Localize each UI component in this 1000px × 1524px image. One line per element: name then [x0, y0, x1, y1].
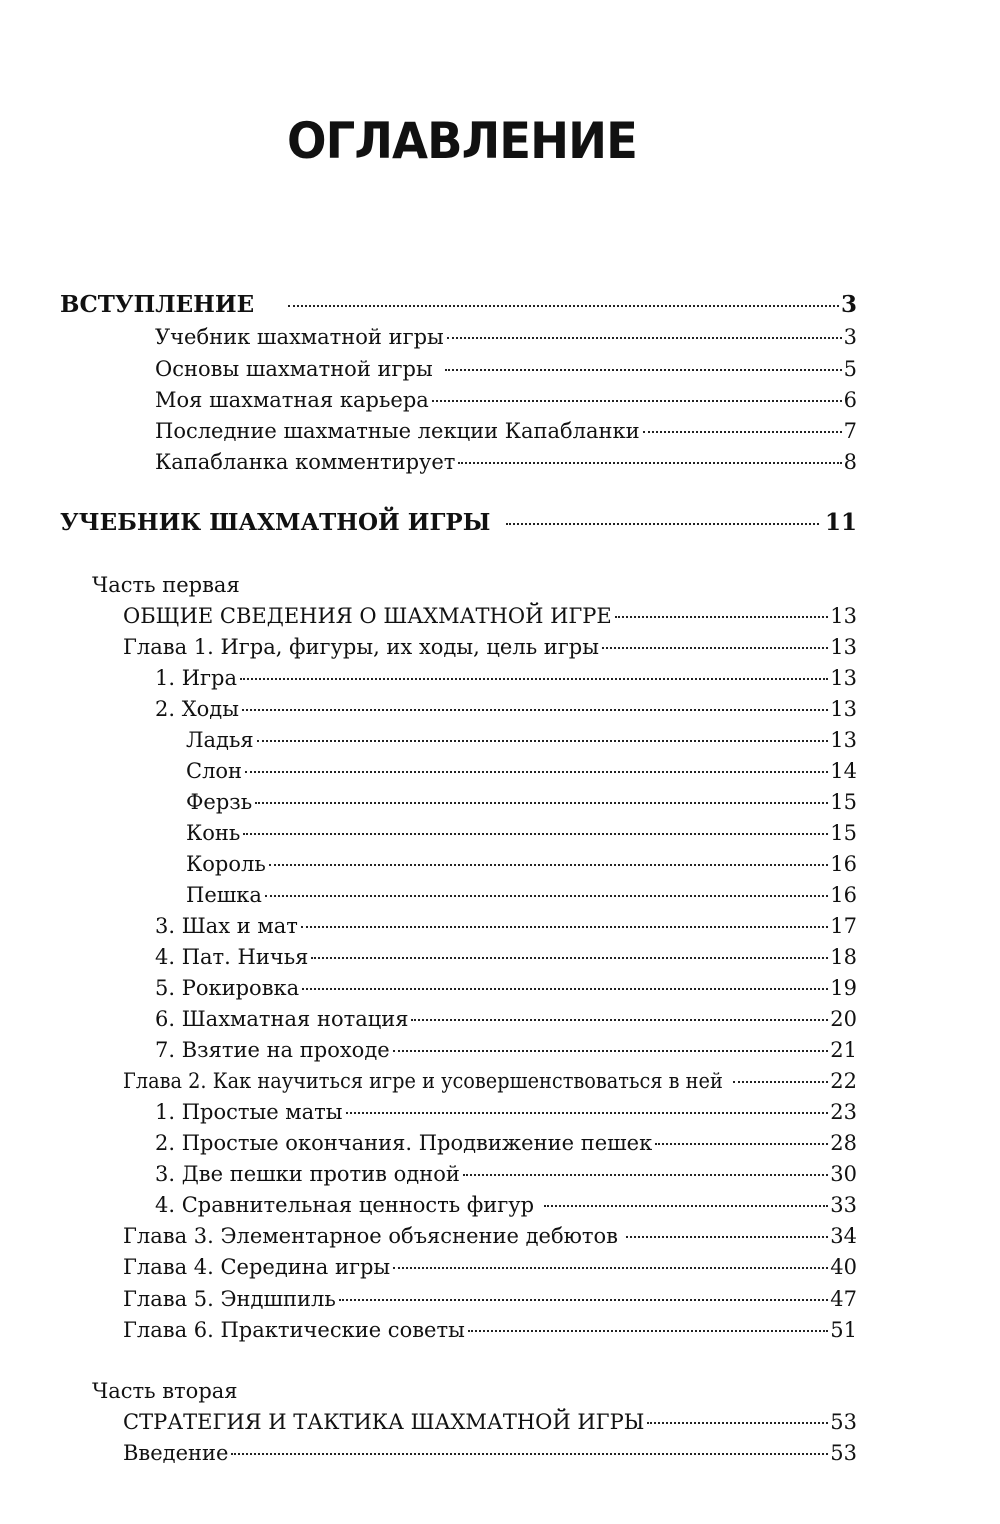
toc-entry [155, 694, 857, 724]
toc-entry [186, 880, 857, 910]
toc-entry-chapter [123, 1252, 857, 1282]
toc-entry-text: 3. Шах и мат [155, 914, 298, 938]
toc-entry [186, 756, 857, 786]
toc-entry-text: Глава 1. Игра, фигуры, их ходы, цель игры [123, 635, 599, 659]
toc-entry-chapter [123, 632, 857, 662]
toc-entry-page: 15 [830, 821, 857, 845]
toc-entry-page: 17 [830, 914, 857, 938]
toc-entry-page: 13 [830, 635, 857, 659]
toc-entry-page: 40 [830, 1255, 857, 1279]
toc-entry-chapter [123, 1066, 857, 1096]
toc-entry-chapter [123, 1221, 857, 1251]
toc-entry-page: 11 [824, 509, 857, 536]
toc-entry-page: 30 [830, 1162, 857, 1186]
toc-entry [155, 1190, 857, 1220]
toc-entry-text: УЧЕБНИК ШАХМАТНОЙ ИГРЫ [60, 509, 491, 536]
toc-entry-text: Король [186, 852, 266, 876]
toc-entry-page: 16 [830, 852, 857, 876]
toc-entry-page: 5 [843, 357, 857, 381]
toc-entry-text: 4. Пат. Ничья [155, 945, 309, 969]
toc-entry [155, 1128, 857, 1158]
toc-entry-page: 13 [830, 666, 857, 690]
toc-entry-page: 7 [843, 419, 857, 443]
toc-entry-page: 22 [830, 1069, 857, 1093]
toc-entry [155, 1097, 857, 1127]
toc-entry-page: 3 [840, 291, 857, 318]
toc-entry-text: 5. Рокировка [155, 976, 300, 1000]
toc-entry [155, 942, 857, 972]
toc-entry-page: 51 [830, 1318, 857, 1342]
toc-entry-page: 3 [843, 325, 857, 349]
toc-entry-text: 6. Шахматная нотация [155, 1007, 409, 1031]
toc-entry [186, 787, 857, 817]
toc-entry-text: 4. Сравнительная ценность фигур [155, 1193, 535, 1217]
toc-entry [155, 354, 857, 384]
toc-entry-page: 13 [830, 728, 857, 752]
toc-entry-text: 1. Простые маты [155, 1100, 343, 1124]
toc-entry-text: Конь [186, 821, 241, 845]
toc-entry [123, 1438, 857, 1468]
toc-entry-text: Последние шахматные лекции Капабланки [155, 419, 640, 443]
toc-entry-chapter [123, 1284, 857, 1314]
toc-entry [155, 416, 857, 446]
toc-entry-text: Ферзь [186, 790, 253, 814]
part-label-second: Часть вторая [92, 1379, 238, 1403]
toc-entry [155, 911, 857, 941]
toc-entry-page: 14 [830, 759, 857, 783]
toc-entry-text: Моя шахматная карьера [155, 388, 429, 412]
toc-entry-chapter [123, 1315, 857, 1345]
toc-entry-page: 20 [830, 1007, 857, 1031]
toc-entry-introduction [60, 290, 857, 320]
toc-entry-page: 18 [830, 945, 857, 969]
toc-entry [155, 1004, 857, 1034]
toc-entry [155, 663, 857, 693]
toc-entry-page: 53 [830, 1441, 857, 1465]
toc-entry-chess-textbook [60, 508, 857, 538]
toc-entry-page: 6 [843, 388, 857, 412]
toc-entry [186, 725, 857, 755]
page-title: ОГЛАВЛЕНИЕ [287, 112, 637, 170]
toc-entry-page: 23 [830, 1100, 857, 1124]
toc-entry-text: СТРАТЕГИЯ И ТАКТИКА ШАХМАТНОЙ ИГРЫ [123, 1410, 645, 1434]
toc-entry-text: Глава 3. Элементарное объяснение дебютов [123, 1224, 618, 1248]
toc-entry-text: 3. Две пешки против одной [155, 1162, 460, 1186]
toc-entry-text: 7. Взятие на проходе [155, 1038, 390, 1062]
toc-entry-text: Капабланка комментирует [155, 450, 456, 474]
toc-entry [186, 849, 857, 879]
toc-entry [155, 1159, 857, 1189]
toc-entry-page: 13 [830, 697, 857, 721]
toc-entry-section [123, 601, 857, 631]
toc-entry-text: Глава 5. Эндшпиль [123, 1287, 336, 1311]
toc-entry [186, 818, 857, 848]
toc-entry [155, 1035, 857, 1065]
part-label-first: Часть первая [92, 573, 240, 597]
toc-entry-text: ОБЩИЕ СВЕДЕНИЯ О ШАХМАТНОЙ ИГРЕ [123, 604, 612, 628]
toc-entry-text: Пешка [186, 883, 262, 907]
toc-entry-section [123, 1407, 857, 1437]
toc-entry-text: 1. Игра [155, 666, 237, 690]
toc-entry-page: 34 [830, 1224, 857, 1248]
toc-entry-page: 47 [830, 1287, 857, 1311]
toc-entry-text: Слон [186, 759, 243, 783]
toc-entry [155, 973, 857, 1003]
toc-entry-text: ВСТУПЛЕНИЕ [60, 291, 255, 318]
toc-entry-page: 28 [830, 1131, 857, 1155]
toc-entry-page: 53 [830, 1410, 857, 1434]
toc-entry-text: 2. Ходы [155, 697, 239, 721]
toc-entry-page: 8 [843, 450, 857, 474]
toc-entry-text: Глава 4. Середина игры [123, 1255, 391, 1279]
toc-entry-page: 19 [830, 976, 857, 1000]
toc-entry-text: Глава 6. Практические советы [123, 1318, 465, 1342]
toc-entry-text: Глава 2. Как научиться игре и усовершенствоваться в ней [123, 1069, 723, 1093]
toc-entry-text: 2. Простые окончания. Продвижение пешек [155, 1131, 653, 1155]
toc-entry [155, 447, 857, 477]
toc-entry-page: 21 [830, 1038, 857, 1062]
toc-entry-page: 16 [830, 883, 857, 907]
toc-entry-text: Введение [123, 1441, 229, 1465]
toc-entry-text: Учебник шахматной игры [155, 325, 444, 349]
toc-entry [155, 322, 857, 352]
toc-entry-text: Основы шахматной игры [155, 357, 433, 381]
toc-entry-text: Ладья [186, 728, 254, 752]
toc-entry-page: 15 [830, 790, 857, 814]
toc-entry-page: 13 [830, 604, 857, 628]
toc-entry-page: 33 [830, 1193, 857, 1217]
toc-entry [155, 385, 857, 415]
